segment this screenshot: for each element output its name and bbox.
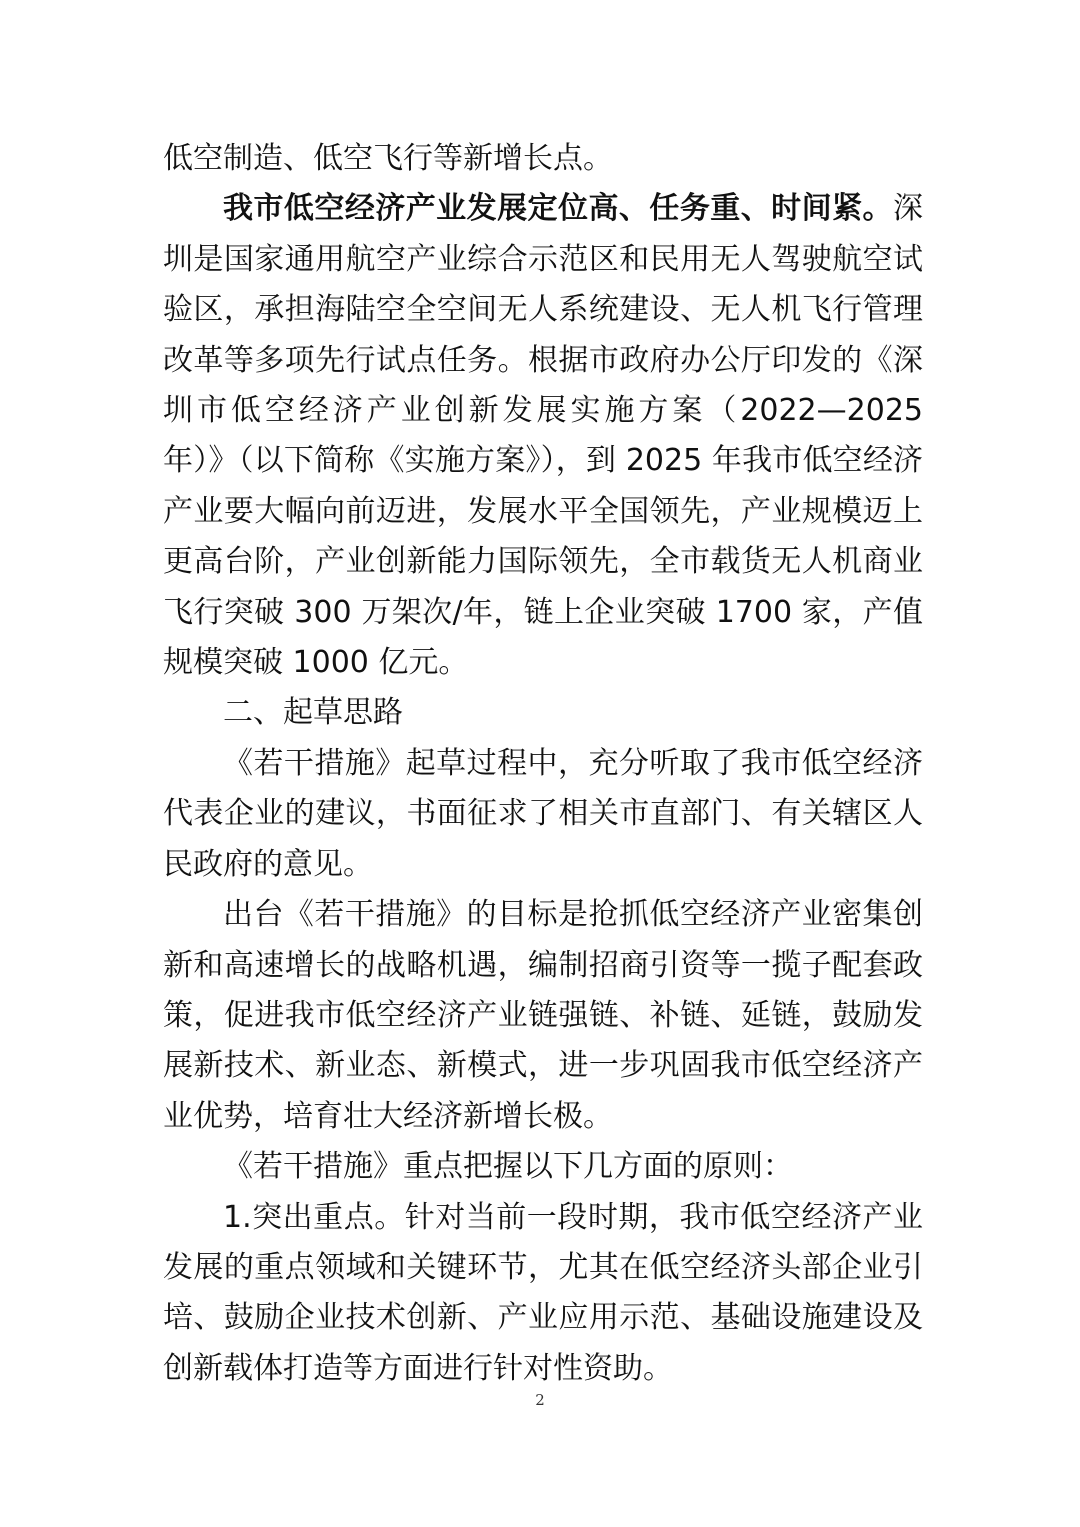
paragraph-continuation: 低空制造、低空飞行等新增长点。 [163,141,613,176]
paragraph-principle-1: 1.突出重点。针对当前一段时期，我市低空经济产业发展的重点领域和关键环节，尤其在低空经济头部企业引培、鼓励企业技术创新、产业应用示范、基础设施建设及创新载体打造等方面进行针对性资助。 [163,1199,923,1386]
paragraph-principles-intro: 《若干措施》重点把握以下几方面的原则： [223,1149,793,1185]
paragraph-drafting-process: 《若干措施》起草过程中，充分听取了我市低空经济代表企业的建议，书面征求了相关市直部门、有关辖区人民政府的意见。 [163,745,923,882]
paragraph-positioning [163,184,923,688]
body-text [163,134,923,1394]
paragraph-lead-bold: 我市低空经济产业发展定位高、任务重、时间紧。 [223,191,893,227]
section-heading-drafting-approach: 二、起草思路 [223,695,403,731]
paragraph-objective: 出台《若干措施》的目标是抢抓低空经济产业密集创新和高速增长的战略机遇，编制招商引资等一揽子配套政策，促进我市低空经济产业链强链、补链、延链，鼓励发展新技术、新业态、新模式，进一步巩固我市低空经济产业优势，培育壮大经济新增长极。 [163,897,923,1134]
page-number: 2 [535,1391,545,1409]
paragraph-body: 深圳是国家通用航空产业综合示范区和民用无人驾驶航空试验区，承担海陆空全空间无人系统建设、无人机飞行管理改革等多项先行试点任务。根据市政府办公厅印发的《深圳市低空经济产业创新发展实施方案（2022—2025 年）》（以下简称《实施方案》），到 2025 年我市低空经济产业要大幅向前迈进，发展水平全国领先，产业规模迈上更高台阶，产业创新能力国际领先，全市载货无人机商业飞行突破 300 万架次/年，链上企业突破 1700 家，产值规模突破 1000 亿元。 [163,191,923,681]
